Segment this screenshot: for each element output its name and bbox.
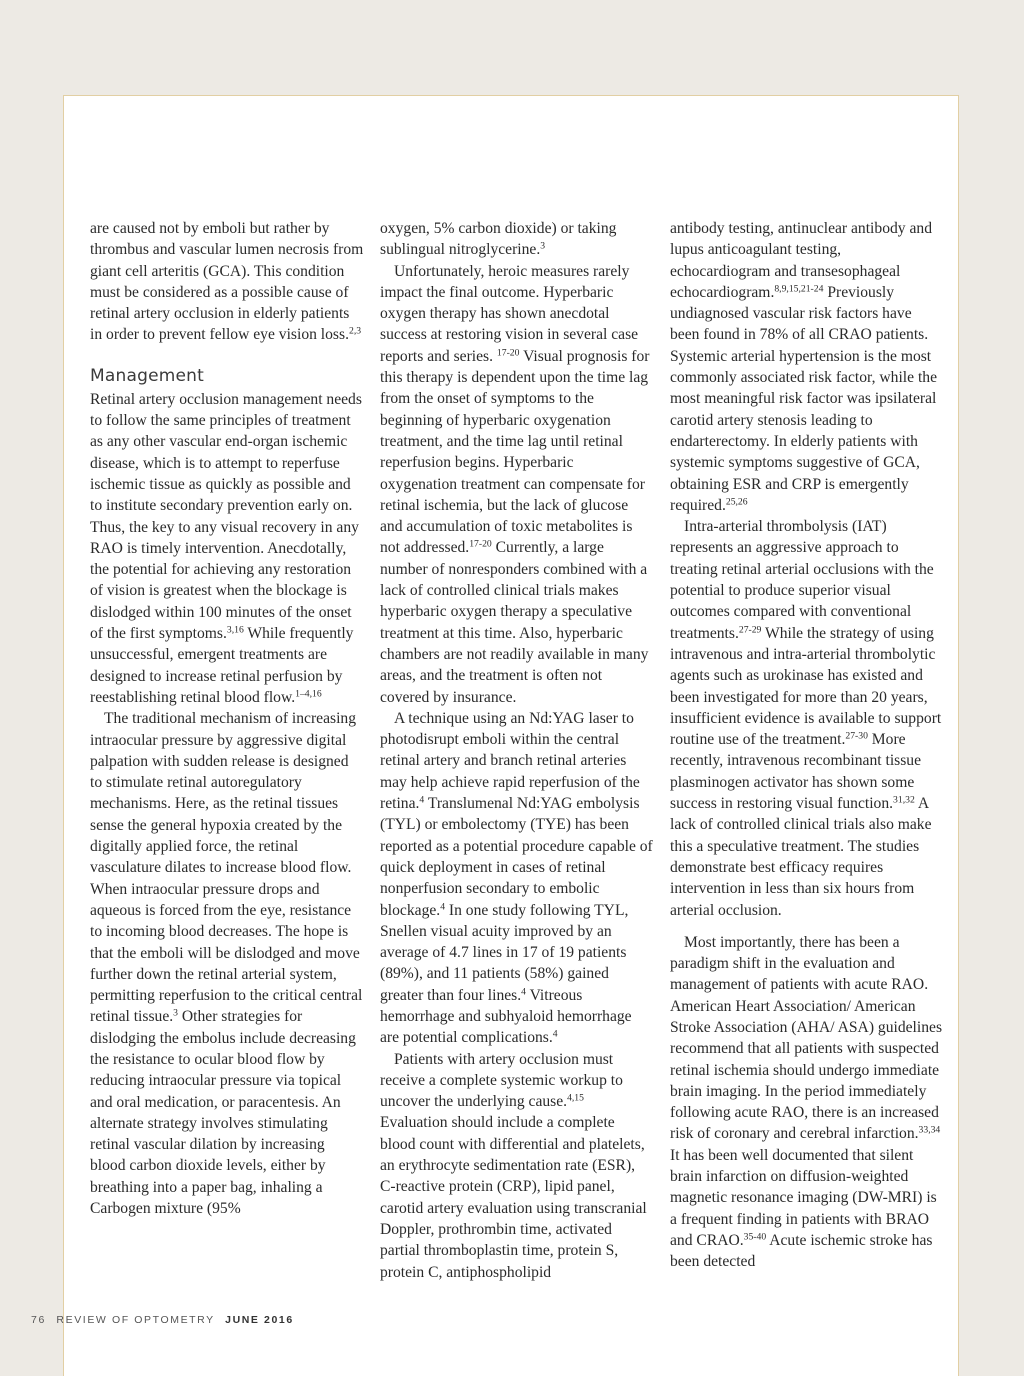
citation: 35-40 — [743, 1231, 767, 1243]
citation: 3 — [173, 1008, 178, 1020]
paragraph: Most importantly, there has been a paradigm shift in the evaluation and management of patients with acute RAO. American Heart Association/ American Stroke Association (AHA/ ASA) guidelines recommend that all patients with suspected retinal ischemia should undergo immediate brain imaging. In the period immediately following acute RAO, there is an increased risk of coronary and cerebral infarction.$^{33,34}$ It has been well documented that silent brain infarction on diffusion-weighted magnetic resonance imaging (DW-MRI) is a frequent finding in patients with BRAO and CRAO.$^{35-40}$ Acute ischemic stroke has been detected — [670, 933, 943, 1271]
citation: 31,32 — [893, 794, 915, 806]
paragraph: Retinal artery occlusion management needs to follow the same principles of treatment as any other vascular end-organ ischemic disease, which is to attempt to reperfuse ischemic tissue as quickly as possible and to institute secondary prevention early on. Thus, the key to any visual recovery in any RAO is timely intervention. Anecdotally, the potential for achieving any restoration of vision is greatest when the blockage is dislodged within 100 minutes of the onset of the first symptoms.$^{3,16}$ While frequently unsuccessful, emergent treatments are designed to increase retinal perfusion by reestablishing retinal blood flow.$^{1-4,16}$ — [90, 390, 362, 706]
paragraph: Intra-arterial thrombolysis (IAT) represents an aggressive approach to treating retinal arterial occlusions with the potential to produce superior visual outcomes compared with conventional treatments.$^{27-29}$ While the strategy of using intravenous and intra-arterial thrombolytic agents such as urokinase has existed and been investigated for more than 20 years, insufficient evidence is available to support routine use of the treatment.$^{27-30}$ More recently, intravenous recombinant tissue plasminogen activator has shown some success in restoring visual function.$^{31,32}$ A lack of controlled clinical trials also make this a speculative treatment. The studies demonstrate best efficacy requires intervention in less than six hours from arterial occlusion. — [670, 518, 942, 919]
paragraph: antibody testing, antinuclear antibody and lupus anticoagulant testing, echocardiogram and transesophageal echocardiogram.$^{8,9,15,21-24}$ Previously undiagnosed vascular risk factors have been found in 78% of all CRAO patients. Systemic arterial hypertension is the most commonly associated risk factor, while the most meaningful risk factor was ipsilateral carotid artery stenosis leading to endarterectomy. In elderly patients with systemic symptoms suggestive of GCA, obtaining ESR and CRP is emergently required.$^{25,26}$ — [670, 220, 937, 514]
text-column-3 — [670, 218, 944, 1273]
citation: 3,16 — [226, 624, 244, 636]
paragraph: Unfortunately, heroic measures rarely impact the final outcome. Hyperbaric oxygen therapy has shown anecdotal success at restoring vision in several case reports and series. $^{17-20}$ Visual prognosis for this therapy is dependent upon the time lag from the onset of symptoms to the beginning of hyperbaric oxygenation treatment, and the time lag until retinal reperfusion begins. Hyperbaric oxygenation treatment can compensate for retinal ischemia, but the lack of glucose and accumulation of toxic metabolites is not addressed.$^{17-20}$ Currently, a large number of nonresponders combined with a lack of controlled clinical trials makes hyperbaric oxygen therapy a speculative treatment at this time. Also, hyperbaric chambers are not readily available in many areas, and the treatment is often not covered by insurance. — [380, 262, 650, 706]
journal-name: REVIEW OF OPTOMETRY — [56, 1314, 215, 1326]
citation: 27-29 — [738, 624, 762, 636]
citation: 4 — [440, 901, 446, 913]
page-number: 76 — [31, 1314, 46, 1326]
issue-date: JUNE 2016 — [225, 1314, 294, 1326]
citation: 3 — [540, 240, 546, 252]
citation: 33,34 — [918, 1125, 941, 1137]
paragraph: A technique using an Nd:YAG laser to photodisrupt emboli within the central retinal artery and branch retinal arteries may help achieve rapid reperfusion of the retina.$^4$ Translumenal Nd:YAG embolysis (TYL) or embolectomy (TYE) has been reported as a potential procedure capable of quick deployment in cases of retinal nonperfusion secondary to embolic blockage.$^4$ In one study following TYL, Snellen visual acuity improved by an average of 4.7 lines in 17 of 19 patients (89%), and 11 patients (58%) gained greater than four lines.$^4$ Vitreous hemorrhage and subhyaloid hemorrhage are potential complications.$^4$ — [380, 709, 653, 1047]
journal-page — [31, 95, 959, 1376]
section-heading: Management — [90, 365, 204, 386]
citation: 25,26 — [725, 496, 748, 508]
citation: 2,3 — [348, 326, 362, 338]
text-column-2 — [380, 218, 654, 1283]
citation: 17-20 — [496, 347, 520, 359]
citation: 4 — [419, 794, 425, 806]
paragraph: oxygen, 5% carbon dioxide) or taking sublingual nitroglycerine.$^3$ — [380, 220, 617, 259]
citation: 4 — [521, 986, 526, 998]
page-footer — [31, 1314, 294, 1326]
paragraph: are caused not by emboli but rather by thrombus and vascular lumen necrosis from giant cell arteritis (GCA). This condition must be considered as a possible cause of retinal artery occlusion in elderly patients in order to prevent fellow eye vision loss.$^{2,3}$ — [90, 220, 364, 344]
text-column-1 — [90, 218, 364, 1219]
citation: 4 — [552, 1028, 558, 1040]
citation: 17-20 — [469, 539, 492, 551]
paragraph: Patients with artery occlusion must receive a complete systemic workup to uncover the underlying cause.$^{4,15}$ Evaluation should include a complete blood count with differential and platelets, an erythrocyte sedimentation rate (ESR), C-reactive protein (CRP), lipid panel, carotid artery evaluation using transcranial Doppler, prothrombin time, activated partial thromboplastin time, protein S, protein C, antiphospholipid — [380, 1050, 647, 1281]
citation: 4,15 — [567, 1092, 584, 1104]
paragraph: The traditional mechanism of increasing intraocular pressure by aggressive digital palpation with sudden release is designed to stimulate retinal autoregulatory mechanisms. Here, as the retinal tissues sense the general hypoxia created by the digitally applied force, the retinal vasculature dilates to increase blood flow. When intraocular pressure drops and aqueous is forced from the eye, resistance to incoming blood decreases. The hope is that the emboli will be dislodged and move further down the retinal arterial system, permitting reperfusion to the critical central retinal tissue.$^3$ Other strategies for dislodging the embolus include decreasing the resistance to ocular blood flow by reducing intraocular pressure via topical and oral medication, or paracentesis. An alternate strategy involves stimulating retinal vascular dilation by increasing blood carbon dioxide levels, either by breathing into a paper bag, inhaling a Carbogen mixture (95% — [90, 710, 363, 1218]
citation: 8,9,15,21-24 — [774, 283, 824, 295]
citation: 27-30 — [845, 730, 868, 742]
citation: 1–4,16 — [295, 688, 322, 700]
